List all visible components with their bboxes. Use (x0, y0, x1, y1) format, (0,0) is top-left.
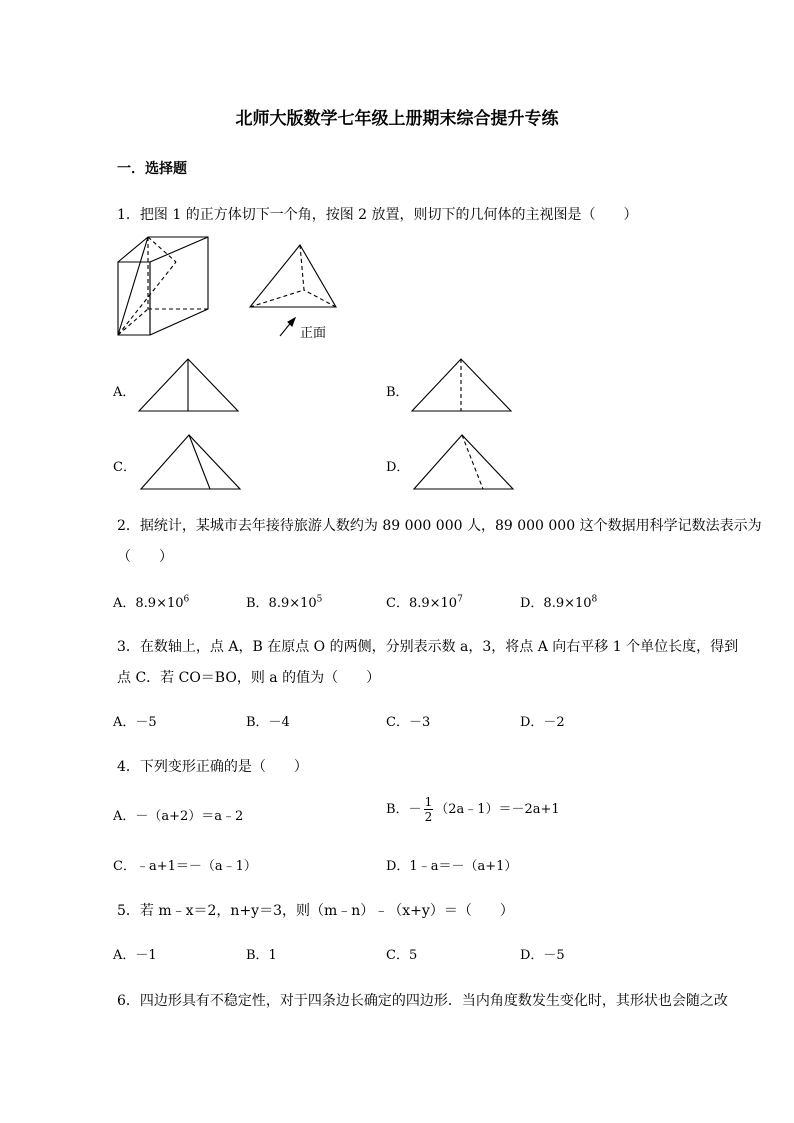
q2-option-c[interactable]: C．$8.9\times 10^7$ (386, 594, 463, 611)
front-view-label: 正面 (300, 326, 327, 341)
page-title: 北师大版数学七年级上册期末综合提升专练 (235, 109, 559, 129)
q1-option-c-figure (139, 433, 244, 493)
q4-option-a[interactable]: A．－（a+2）＝a﹣2 (113, 809, 244, 824)
q1-option-b[interactable]: B． (386, 385, 409, 400)
figure-1-cube (116, 235, 216, 340)
q3-option-d[interactable]: D．－2 (520, 715, 565, 730)
q2-option-d[interactable]: D．$8.9\times 10^8$ (520, 594, 598, 611)
q1-option-c[interactable]: C． (113, 460, 136, 475)
q3-option-c[interactable]: C．－3 (386, 715, 431, 730)
question-3-line-2: 点 C．若 CO＝BO，则 a 的值为（ ） (117, 670, 381, 686)
q3-option-b[interactable]: B．－4 (246, 715, 290, 730)
question-2-paren: （ ） (117, 549, 173, 565)
q1-option-a-figure (137, 357, 242, 415)
question-6-text: 6．四边形具有不稳定性，对于四条边长确定的四边形．当内角度数发生变化时，其形状也会随之改 (117, 993, 728, 1009)
q4-option-d[interactable]: D．1﹣a＝－（a+1） (386, 859, 518, 874)
section-heading: 一．选择题 (117, 161, 187, 177)
q1-option-d[interactable]: D． (386, 460, 410, 475)
q1-option-d-figure (412, 433, 517, 493)
q1-option-b-figure (410, 357, 515, 415)
fraction-one-half: $\frac{1}{2}$ (424, 795, 433, 824)
figure-2-tetrahedron (248, 243, 343, 313)
q3-option-a[interactable]: A．－5 (113, 715, 157, 730)
question-1-text: 1．把图 1 的正方体切下一个角，按图 2 放置，则切下的几何体的主视图是（ ） (117, 207, 638, 223)
q5-option-c[interactable]: C．5 (386, 948, 418, 963)
q5-option-a[interactable]: A．－1 (113, 948, 157, 963)
question-2-text: 2．据统计，某城市去年接待旅游人数约为 89 000 000 人，89 000 000 这个数据用科学记数法表示为 (117, 518, 762, 534)
q1-option-a[interactable]: A． (113, 385, 136, 400)
q2-option-b[interactable]: B．$8.9\times 10^5$ (246, 594, 323, 611)
q4-option-c[interactable]: C．﹣a+1＝－（a﹣1） (113, 859, 257, 874)
question-3-line-1: 3．在数轴上，点 A，B 在原点 O 的两侧，分别表示数 a，3，将点 A 向右平移 1 个单位长度，得到 (117, 639, 739, 655)
q2-option-a[interactable]: A．$8.9\times 10^6$ (113, 594, 190, 611)
q5-option-b[interactable]: B．1 (246, 948, 277, 963)
question-4-text: 4．下列变形正确的是（ ） (117, 759, 308, 775)
q4-option-b[interactable]: B．－ $\frac{1}{2}$ （2a﹣1）＝－2a+1 (386, 795, 560, 824)
q5-option-d[interactable]: D．－5 (520, 948, 565, 963)
front-arrow-icon (278, 317, 298, 339)
question-5-text: 5．若 m﹣x＝2，n+y＝3，则（m﹣n）﹣（x+y）＝（ ） (117, 903, 514, 919)
